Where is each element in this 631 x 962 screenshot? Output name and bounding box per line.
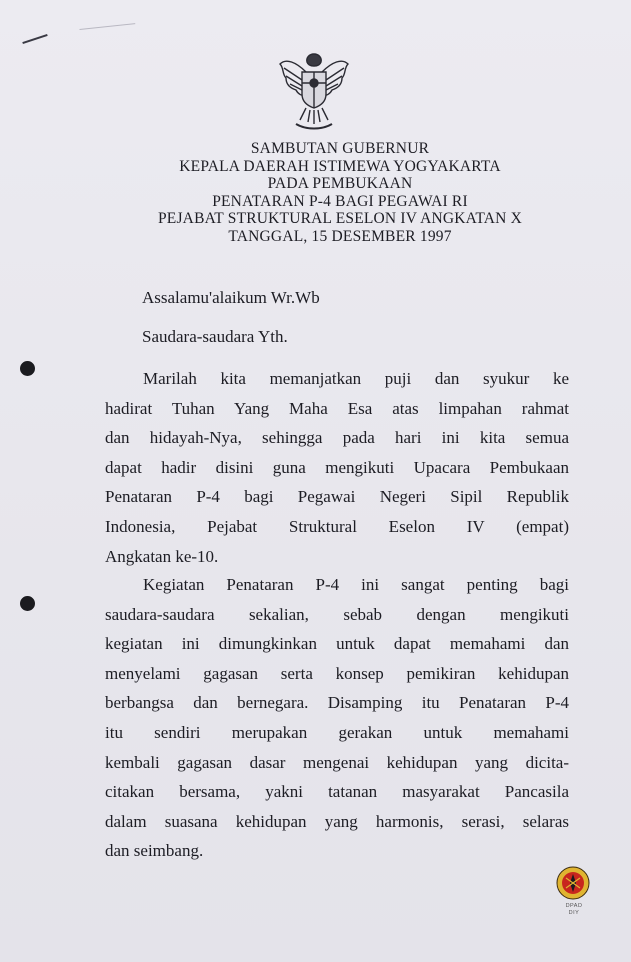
paragraph-line: Kegiatan Penataran P-4 ini sangat penting bagi	[143, 575, 569, 594]
ink-dash-mark	[22, 34, 47, 44]
document-header	[100, 140, 580, 245]
header-line-2: KEPALA DAERAH ISTIMEWA YOGYAKARTA	[179, 157, 501, 175]
dpad-seal-icon	[556, 866, 590, 900]
paragraph-line: dalam suasana kehidupan yang harmonis, serasi, selaras	[105, 811, 569, 831]
paragraph-2	[105, 570, 569, 866]
seal-caption-line-1: DPAD	[565, 903, 583, 909]
paragraph-line: Penataran P-4 bagi Pegawai Negeri Sipil Republik	[105, 487, 569, 507]
paragraph-line: kegiatan ini dimungkinkan untuk dapat memahami dan	[105, 634, 569, 654]
paragraph-line: dan hidayah-Nya, sehingga pada hari ini kita semua	[105, 428, 569, 448]
punch-hole-bottom	[20, 596, 35, 611]
paragraph-line: dan seimbang.	[105, 841, 204, 861]
paragraph-line: hadirat Tuhan Yang Maha Esa atas limpahan rahmat	[105, 398, 569, 418]
paragraph-1	[105, 364, 569, 571]
paragraph-line: citakan bersama, yakni tatanan masyarakat Pancasila	[105, 782, 569, 802]
paragraph-line: Indonesia, Pejabat Struktural Eselon IV (empat)	[105, 516, 569, 536]
header-line-4: PENATARAN P-4 BAGI PEGAWAI RI	[212, 192, 468, 210]
header-line-6: TANGGAL, 15 DESEMBER 1997	[228, 227, 452, 245]
seal-caption-line-2: DIY	[568, 910, 580, 916]
punch-hole-top	[20, 361, 35, 376]
paragraph-line: itu sendiri merupakan gerakan untuk memahami	[105, 722, 569, 742]
header-line-3: PADA PEMBUKAAN	[267, 175, 413, 192]
paragraph-line: menyelami gagasan serta konsep pemikiran kehidupan	[105, 663, 569, 683]
paragraph-line: Marilah kita memanjatkan puji dan syukur ke	[143, 369, 569, 388]
header-line-1: SAMBUTAN GUBERNUR	[250, 140, 430, 157]
paragraph-line: saudara-saudara sekalian, sebab dengan mengikuti	[105, 604, 569, 624]
salutation: Saudara-saudara Yth.	[142, 327, 288, 346]
paragraph-line: Angkatan ke-10.	[105, 546, 219, 566]
paragraph-line: dapat hadir disini guna mengikuti Upacara Pembukaan	[105, 457, 569, 477]
garuda-emblem-icon	[276, 50, 352, 132]
seal-caption	[560, 903, 588, 917]
greeting: Assalamu'alaikum Wr.Wb	[142, 288, 320, 307]
header-line-5: PEJABAT STRUKTURAL ESELON IV ANGKATAN X	[157, 210, 523, 227]
pencil-scribble	[79, 23, 136, 42]
paragraph-line: berbangsa dan bernegara. Disamping itu Penataran P-4	[105, 693, 569, 713]
paragraph-line: kembali gagasan dasar mengenai kehidupan yang dicita-	[105, 752, 569, 772]
